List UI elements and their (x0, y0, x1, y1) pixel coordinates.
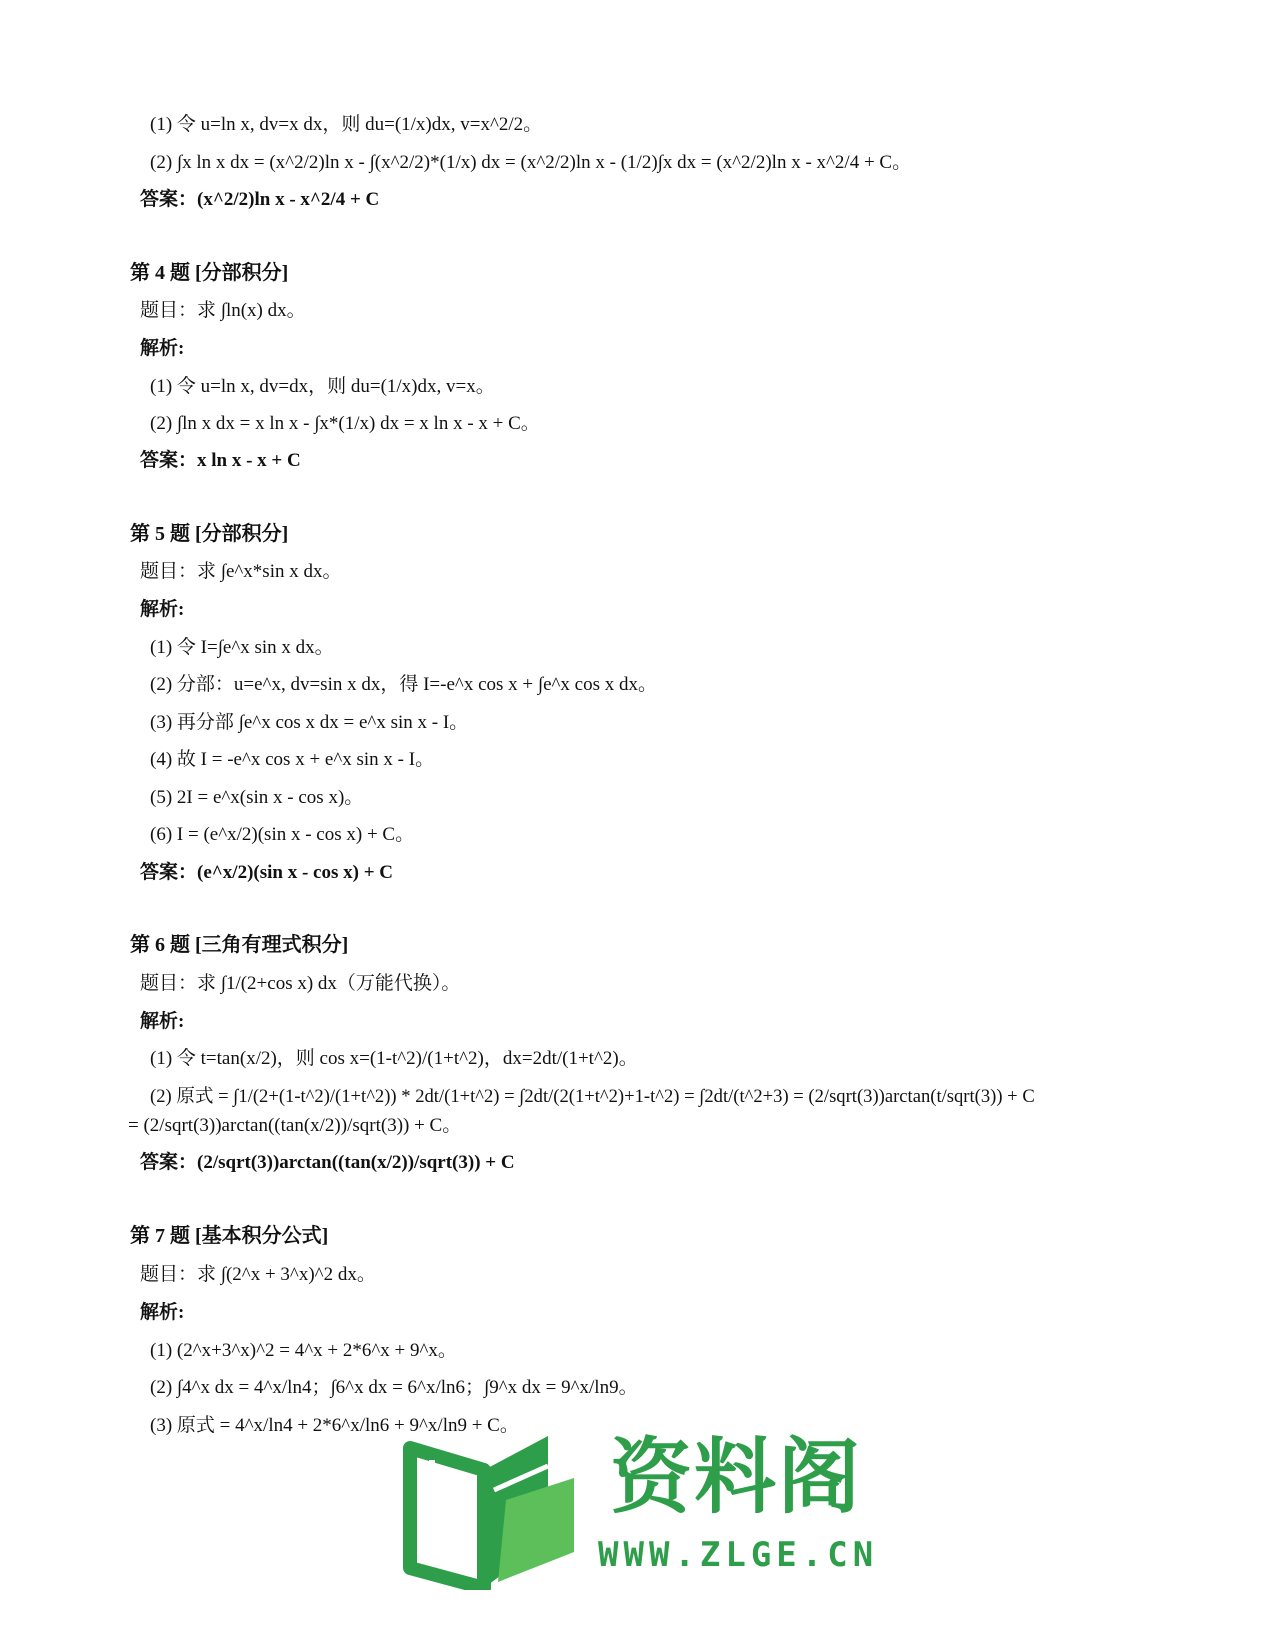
q6-problem: 题目：求 ∫1/(2+cos x) dx（万能代换）。 (140, 973, 461, 994)
q7-step-2: (2) ∫4^x dx = 4^x/ln4；∫6^x dx = 6^x/ln6；∫9^x dx = 9^x/ln9。 (150, 1377, 638, 1398)
q4-answer: 答案：x ln x - x + C (140, 450, 301, 471)
q5-step-1: (1) 令 I=∫e^x sin x dx。 (150, 637, 334, 658)
q5-answer: 答案：(e^x/2)(sin x - cos x) + C (140, 862, 394, 883)
q5-step-2: (2) 分部：u=e^x, dv=sin x dx，得 I=-e^x cos x + ∫e^x cos x dx。 (150, 674, 657, 695)
q7-heading: 第 7 题 [基本积分公式] (130, 1225, 329, 1247)
watermark-logo (398, 1425, 878, 1595)
q6-step-2-continued: = (2/sqrt(3))arctan((tan(x/2))/sqrt(3)) + C。 (128, 1115, 462, 1136)
watermark-name: 资料阁 (610, 1430, 863, 1525)
q5-step-6: (6) I = (e^x/2)(sin x - cos x) + C。 (150, 824, 415, 845)
q6-answer: 答案：(2/sqrt(3))arctan((tan(x/2))/sqrt(3)) + C (140, 1152, 515, 1173)
q3-step-2: (2) ∫x ln x dx = (x^2/2)ln x - ∫(x^2/2)*(1/x) dx = (x^2/2)ln x - (1/2)∫x dx = (x^2/2)ln x - x^2/4 + C。 (150, 152, 912, 173)
q4-step-1: (1) 令 u=ln x, dv=dx，则 du=(1/x)dx, v=x。 (150, 376, 495, 397)
q4-analysis-label: 解析: (140, 338, 185, 359)
q5-heading: 第 5 题 [分部积分] (130, 523, 289, 545)
q6-step-2: (2) 原式 = ∫1/(2+(1-t^2)/(1+t^2)) * 2dt/(1+t^2) = ∫2dt/(2(1+t^2)+1-t^2) = ∫2dt/(t^2+3) = (2/sqrt(3))arctan(t/sqrt(3)) + C (150, 1086, 1035, 1107)
q7-step-3: (3) 原式 = 4^x/ln4 + 2*6^x/ln6 + 9^x/ln9 + C。 (150, 1415, 519, 1436)
q5-analysis-label: 解析: (140, 599, 185, 620)
q5-step-3: (3) 再分部 ∫e^x cos x dx = e^x sin x - I。 (150, 712, 469, 733)
q7-problem: 题目：求 ∫(2^x + 3^x)^2 dx。 (140, 1264, 376, 1285)
q4-step-2: (2) ∫ln x dx = x ln x - ∫x*(1/x) dx = x ln x - x + C。 (150, 413, 540, 434)
q5-step-5: (5) 2I = e^x(sin x - cos x)。 (150, 787, 364, 808)
q5-problem: 题目：求 ∫e^x*sin x dx。 (140, 561, 342, 582)
q6-analysis-label: 解析: (140, 1011, 185, 1032)
q3-answer: 答案：(x^2/2)ln x - x^2/4 + C (140, 189, 380, 210)
q5-step-4: (4) 故 I = -e^x cos x + e^x sin x - I。 (150, 749, 435, 770)
watermark-url: WWW.ZLGE.CN (598, 1535, 879, 1575)
q6-heading: 第 6 题 [三角有理式积分] (130, 934, 349, 956)
q4-problem: 题目：求 ∫ln(x) dx。 (140, 300, 306, 321)
q6-step-1: (1) 令 t=tan(x/2)，则 cos x=(1-t^2)/(1+t^2)，dx=2dt/(1+t^2)。 (150, 1048, 638, 1069)
q3-step-1: (1) 令 u=ln x, dv=x dx，则 du=(1/x)dx, v=x^2/2。 (150, 114, 543, 135)
q4-heading: 第 4 题 [分部积分] (130, 262, 289, 284)
q7-analysis-label: 解析: (140, 1302, 185, 1323)
q7-step-1: (1) (2^x+3^x)^2 = 4^x + 2*6^x + 9^x。 (150, 1340, 457, 1361)
book-icon (398, 1430, 598, 1590)
